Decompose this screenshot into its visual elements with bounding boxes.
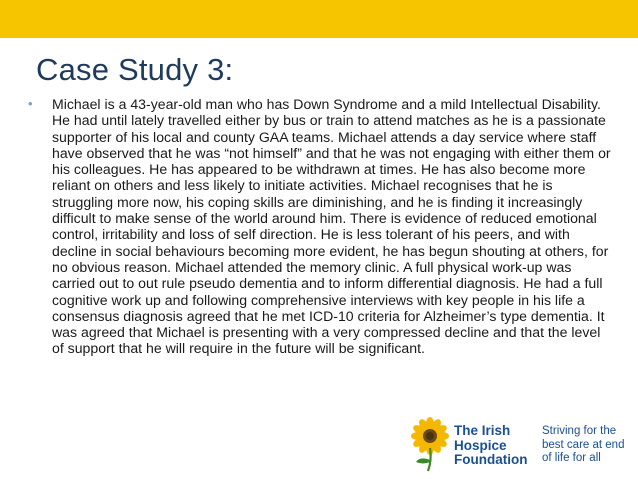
logo-name-line: Hospice — [454, 437, 507, 453]
bullet-icon: • — [28, 96, 33, 111]
logo-tagline-line: Striving for the — [542, 425, 617, 437]
logo-tagline — [542, 425, 624, 466]
logo-name-line: The Irish — [454, 423, 511, 438]
case-study-body — [28, 96, 614, 357]
top-accent-bar — [0, 0, 638, 38]
logo-org-name — [454, 424, 527, 468]
logo-tagline-line: of life for all — [542, 452, 601, 464]
logo-name-line: Foundation — [454, 452, 528, 467]
slide-title: Case Study 3: — [36, 52, 234, 87]
case-study-text: Michael is a 43-year-old man who has Down Syndrome and a mild Intellectual Disability. He had until lately travelled either by bus or train to attend matches as he is a passionate supporter of his local and county GAA teams. Michael attends a day service where staff have observed that he was “not himself” and that he was not engaging with either them or his colleagues. He has appeared to be withdrawn at times. He has also become more reliant on others and less likely to initiate activities. Michael recognises that he is struggling more now, his coping skills are diminishing, and he is finding it increasingly difficult to make sense of the world around him. There is evidence of reduced emotional control, irritability and loss of self direction. He is less tolerant of his peers, and with decline in social behaviours becoming more evident, he has begun shouting at others, for no obvious reason. Michael attended the memory clinic. A full physical work-up was carried out to out rule pseudo dementia and to inform differential diagnosis. He had a full cognitive work up and following comprehensive interviews with key people in his life a consensus diagnosis agreed that he met ICD-10 criteria for Alzheimer’s type dementia. It was agreed that Michael is presenting with a very compressed decline and that the level of support that he will require in the future will be significant. — [52, 96, 611, 357]
logo-tagline-line: best care at end — [542, 438, 625, 451]
sunflower-icon — [410, 416, 458, 472]
irish-hospice-foundation-logo — [410, 416, 628, 472]
